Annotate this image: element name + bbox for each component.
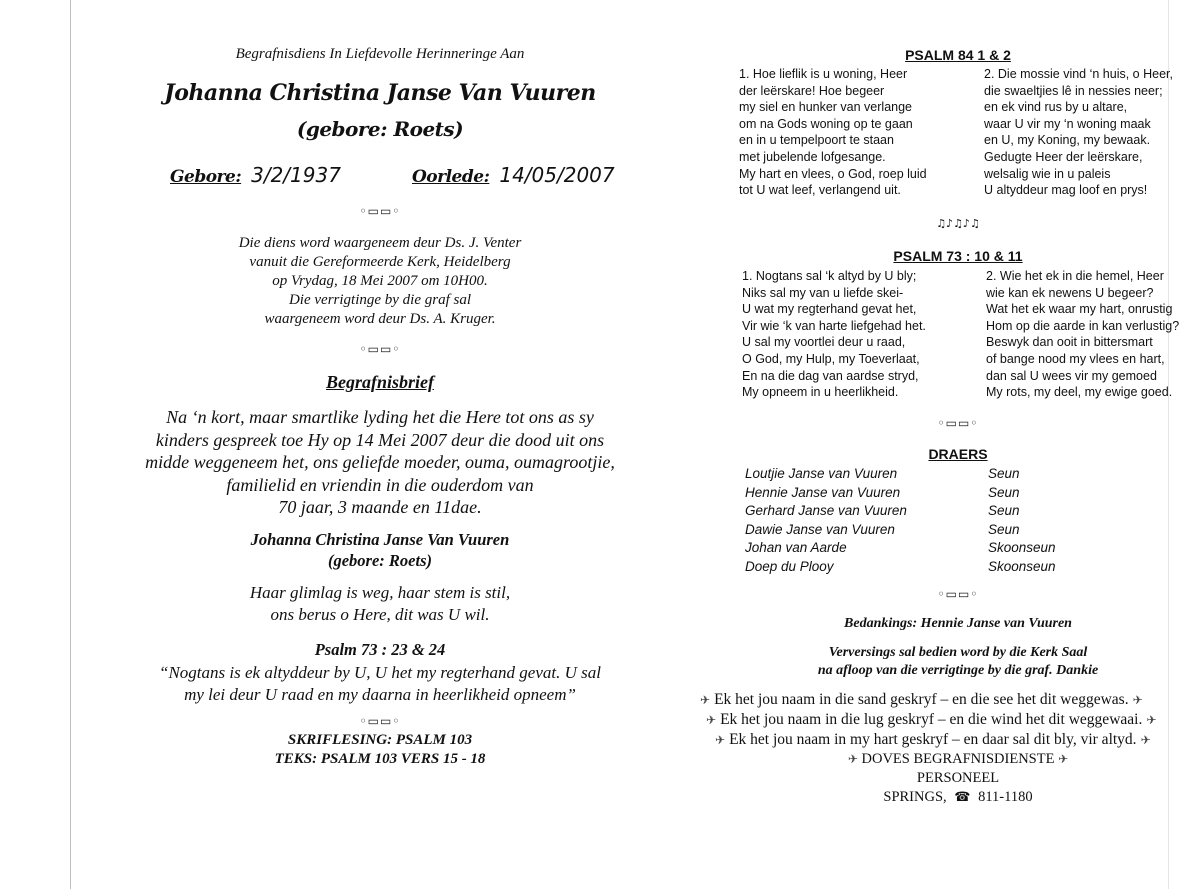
verse-line: 1. Nogtans sal ‘k altyd by U bly; (742, 269, 917, 283)
psalm73-verse2 (986, 268, 1179, 401)
verse-line: My opneem in u heerlikheid. (742, 385, 899, 400)
service-line: Die diens word waargeneem deur Ds. J. Venter (238, 235, 522, 251)
deceased-name: Johanna Christina Janse Van Vuuren (164, 80, 596, 106)
intro-text: Begrafnisdiens In Liefdevolle Herinneringe Aan (235, 46, 525, 62)
verse-line: 1. Hoe lieflik is u woning, Heer (739, 67, 908, 81)
verse-line: Beswyk dan ooit in bittersmart (986, 335, 1153, 350)
verse-line: wie kan ek newens U begeer? (986, 285, 1154, 300)
ornament-4: ◦▭▭◦ (937, 416, 979, 430)
verse-line: en U, my Koning, my bewaak. (984, 133, 1151, 148)
born-label: Gebore: (170, 167, 242, 187)
dove-icon: ✈ (1146, 713, 1157, 727)
verse-line: Vir wie ‘k van harte liefgehad het. (742, 318, 926, 333)
verse-line: die swaeltjies lê in nessies neer; (984, 83, 1163, 98)
name-bold: Johanna Christina Janse Van Vuuren (250, 530, 510, 549)
thanks: Bedankings: Hennie Janse van Vuuren (844, 616, 1072, 631)
bearer-name: Doep du Plooy (745, 558, 834, 574)
bearer-names (745, 465, 907, 577)
bearer-name: Loutjie Janse van Vuuren (745, 466, 898, 481)
ornament-5: ◦▭▭◦ (937, 587, 979, 601)
ornament-1: ◦▭▭◦ (359, 204, 401, 218)
verse-line: U altyddeur mag loof en prys! (984, 183, 1148, 198)
verse-line: en ek vind rus by u altare, (984, 100, 1128, 115)
bearer-relation: Seun (988, 503, 1020, 519)
dove-icon: ✈ (1132, 693, 1143, 707)
dove-icon: ✈ (1058, 752, 1069, 766)
service-line: vanuit die Gereformeerde Kerk, Heidelberg (249, 254, 511, 270)
contact-line (740, 788, 1176, 807)
letter-body (80, 406, 680, 519)
verse-line: My rots, my deel, my ewige goed. (986, 385, 1173, 400)
verse-line: U wat my regterhand gevat het, (742, 302, 917, 317)
died-line (412, 163, 615, 187)
service-line: op Vrydag, 18 Mei 2007 om 10H00. (272, 273, 488, 289)
letter-line: kinders gespreek toe Hy op 14 Mei 2007 deur die dood uit ons (155, 429, 605, 450)
verse-line: dan sal U wees vir my gemoed (986, 368, 1157, 383)
bearer-name: Hennie Janse van Vuuren (745, 484, 901, 500)
dove-icon: ✈ (700, 693, 711, 707)
verse-line: Hom op die aarde in kan verlustig? (986, 318, 1180, 333)
bearer-name: Dawie Janse van Vuuren (745, 521, 895, 537)
psalm-quote (80, 662, 680, 705)
maiden-name-bold: (gebore: Roets) (327, 551, 432, 570)
sermon-text: TEKS: PSALM 103 VERS 15 - 18 (274, 751, 486, 767)
verse-line: of bange nood my vlees en hart, (986, 351, 1165, 366)
letter-line: Na ‘n kort, maar smartlike lyding het die Here tot ons as sy (166, 407, 594, 427)
dove-icon: ✈ (715, 733, 726, 747)
verse-text: Ek het jou naam in my hart geskryf – en daar sal dit bly, vir altyd. (729, 731, 1137, 748)
born-date: 3/2/1937 (251, 163, 341, 187)
phone-icon: ☎ (954, 790, 971, 805)
verse-text: Ek het jou naam in die lug geskryf – en die wind het dit weggewaai. (720, 711, 1143, 728)
name-block (80, 529, 680, 571)
verse-line: en in u tempelpoort te staan (739, 133, 894, 148)
psalm84-verse1 (739, 66, 927, 199)
bearer-relation: Skoonseun (988, 540, 1056, 556)
undertaker-block (740, 750, 1176, 807)
verse-line: Wat het ek waar my hart, onrustig (986, 302, 1173, 317)
letter-heading: Begrafnisbrief (326, 372, 434, 392)
poem (80, 582, 680, 626)
verse-line: 2. Die mossie vind ‘n huis, o Heer, (984, 67, 1173, 81)
bearer-relation: Seun (988, 521, 1020, 537)
dove-icon: ✈ (847, 752, 858, 766)
bearers-title: DRAERS (928, 446, 988, 462)
ornament-3: ◦▭▭◦ (359, 714, 401, 728)
letter-line: 70 jaar, 3 maande en 11dae. (278, 497, 482, 517)
service-line: Die verrigtinge by die graf sal (288, 292, 472, 308)
bearer-relation: Seun (988, 484, 1020, 500)
letter-line: familielid en vriendin in die ouderdom van (226, 474, 534, 495)
poem-line: Haar glimlag is weg, haar stem is stil, (249, 583, 511, 602)
verse-line: O God, my Hulp, my Toeverlaat, (742, 351, 920, 366)
quote-line: my lei deur U raad en my daarna in heerlikheid opneem” (184, 684, 576, 704)
dove-icon: ✈ (1140, 733, 1151, 747)
staff-label: PERSONEEL (916, 770, 1000, 786)
scripture-reading: SKRIFLESING: PSALM 103 (287, 732, 473, 748)
service-details (80, 234, 680, 329)
verses-block (700, 690, 1190, 750)
verse-line: U sal my voortlei deur u raad, (742, 335, 906, 350)
died-date: 14/05/2007 (499, 163, 615, 187)
refresh-line: na afloop van die verrigtinge by die graf. Dankie (817, 663, 1099, 678)
quote-line: “Nogtans is ek altyddeur by U, U het my regterhand gevat. U sal (159, 663, 601, 682)
refresh-line: Verversings sal bedien word by die Kerk Saal (828, 645, 1088, 660)
letter-line: midde weggeneem het, ons geliefde moeder, ouma, oumagrootjie, (145, 452, 615, 472)
readings (80, 731, 680, 769)
dates-line (170, 163, 341, 187)
dove-icon: ✈ (706, 713, 717, 727)
bearer-name: Johan van Aarde (745, 540, 847, 556)
poem-line: ons berus o Here, dit was U wil. (270, 605, 490, 624)
bearer-relations (988, 465, 1056, 577)
verse-line: om na Gods woning op te gaan (739, 116, 913, 131)
maiden-name: (gebore: Roets) (296, 117, 464, 141)
verse-line: Niks sal my van u liefde skei- (742, 285, 904, 300)
psalm84-verse2 (984, 66, 1173, 199)
music-notes-icon: ♫♪♫♪♫ (936, 217, 980, 230)
verse-line: My hart en vlees, o God, roep luid (739, 166, 927, 181)
service-line: waargeneem word deur Ds. A. Kruger. (264, 311, 496, 327)
psalm-ref: Psalm 73 : 23 & 24 (314, 640, 446, 659)
psalm84-title: PSALM 84 1 & 2 (905, 47, 1011, 63)
psalm73-title: PSALM 73 : 10 & 11 (893, 248, 1023, 264)
died-label: Oorlede: (412, 167, 490, 187)
verse-line: Gedugte Heer der leërskare, (984, 149, 1143, 164)
fold-line (70, 0, 71, 889)
refreshments (740, 644, 1176, 680)
bearer-name: Gerhard Janse van Vuuren (745, 503, 907, 519)
undertaker-line (740, 750, 1176, 769)
verse-row (700, 690, 1190, 710)
verse-line: 2. Wie het ek in die hemel, Heer (986, 269, 1164, 283)
phone-number: 811-1180 (978, 789, 1033, 805)
verse-line: waar U vir my ‘n woning maak (984, 116, 1151, 131)
verse-text: Ek het jou naam in die sand geskryf – en die see het dit weggewas. (714, 691, 1129, 708)
verse-line: my siel en hunker van verlange (739, 100, 913, 115)
verse-line: welsalig wie in u paleis (984, 166, 1111, 181)
verse-line: der leërskare! Hoe begeer (739, 83, 885, 98)
location: SPRINGS, (883, 789, 947, 805)
ornament-2: ◦▭▭◦ (359, 342, 401, 356)
bearer-relation: Seun (988, 466, 1020, 481)
verse-row (700, 730, 1190, 750)
verse-row (700, 710, 1190, 730)
verse-line: tot U wat leef, verlangend uit. (739, 183, 901, 198)
undertaker-name: DOVES BEGRAFNISDIENSTE (861, 751, 1055, 767)
bearer-relation: Skoonseun (988, 558, 1056, 574)
psalm73-verse1 (742, 268, 926, 401)
verse-line: En na die dag van aardse stryd, (742, 368, 919, 383)
verse-line: met jubelende lofgesange. (739, 149, 886, 164)
